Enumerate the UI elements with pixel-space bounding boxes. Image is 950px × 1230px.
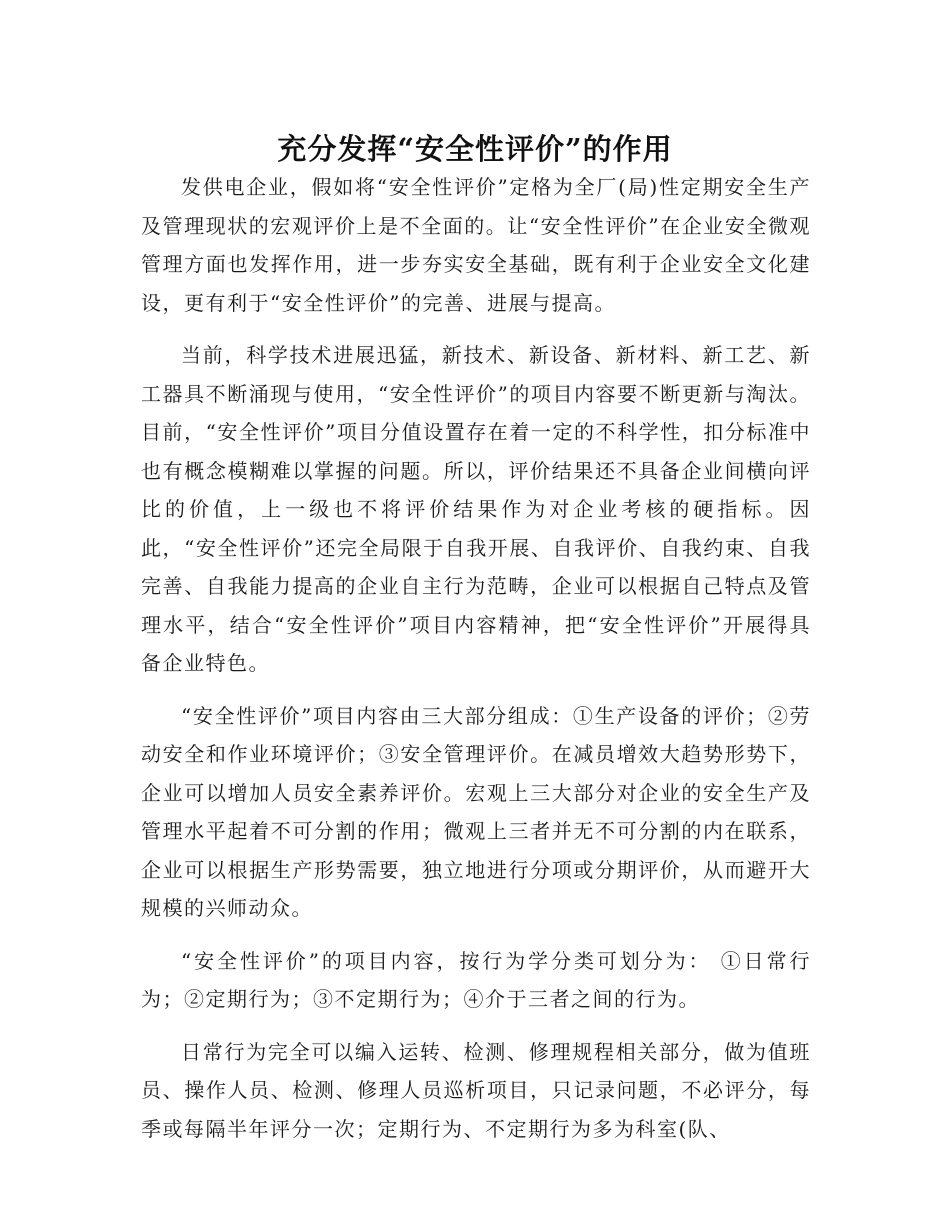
paragraph-5: 日常行为完全可以编入运转、检测、修理规程相关部分，做为值班员、操作人员、检测、修理人员巡析项目，只记录问题，不必评分，每季或每隔半年评分一次；定期行为、不定期行为多为科室(队、 xyxy=(141,1039,811,1141)
paragraph-2: 当前，科学技术进展迅猛，新技术、新设备、新材料、新工艺、新工器具不断涌现与使用，“安全性评价”的项目内容要不断更新与淘汰。目前，“安全性评价”项目分值设置存在着一定的不科学性，扣分标准中也有概念模糊难以掌握的问题。所以，评价结果还不具备企业间横向评比的价值，上一级也不将评价结果作为对企业考核的硬指标。因此，“安全性评价”还完全局限于自我开展、自我评价、自我约束、自我完善、自我能力提高的企业自主行为范畴，企业可以根据自己特点及管理水平，结合“安全性评价”项目内容精神，把“安全性评价”开展得具备企业特色。 xyxy=(141,343,811,675)
document-title: 充分发挥“安全性评价”的作用 xyxy=(277,132,673,167)
paragraph-3: “安全性评价”项目内容由三大部分组成：①生产设备的评价；②劳动安全和作业环境评价；③安全管理评价。在减员增效大趋势形势下，企业可以增加人员安全素养评价。宏观上三大部分对企业的安全生产及管理水平起着不可分割的作用；微观上三者并无不可分割的内在联系，企业可以根据生产形势需要，独立地进行分项或分期评价，从而避开大规模的兴师动众。 xyxy=(141,703,811,920)
paragraph-4: “安全性评价”的项目内容，按行为学分类可划分为： ①日常行为；②定期行为；③不定期行为；④介于三者之间的行为。 xyxy=(141,948,811,1011)
paragraph-1: 发供电企业，假如将“安全性评价”定格为全厂(局)性定期安全生产及管理现状的宏观评价上是不全面的。让“安全性评价”在企业安全微观管理方面也发挥作用，进一步夯实安全基础，既有利于企业安全文化建设，更有利于“安全性评价”的完善、进展与提高。 xyxy=(141,175,811,315)
document-body xyxy=(141,168,811,1162)
